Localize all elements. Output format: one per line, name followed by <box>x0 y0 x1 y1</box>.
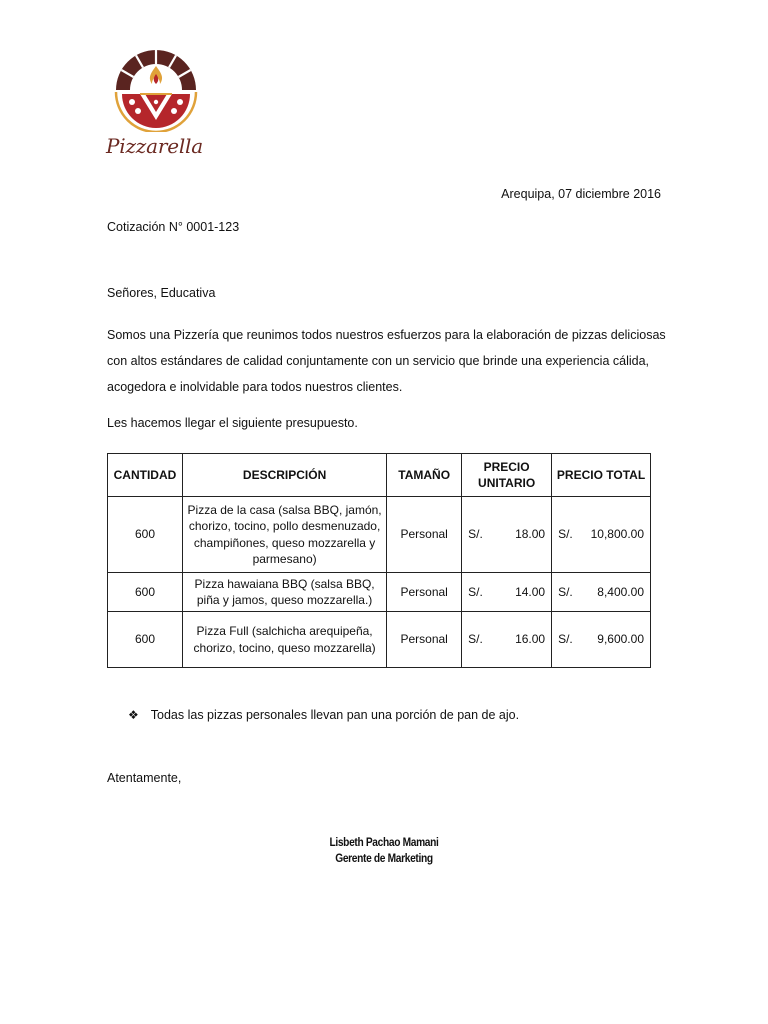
unit-price-value: 18.00 <box>515 527 546 542</box>
cell-total-price <box>552 612 651 668</box>
header-description: DESCRIPCIÓN <box>182 454 386 497</box>
note-item <box>128 708 519 722</box>
header-size: TAMAÑO <box>387 454 462 497</box>
cell-quantity: 600 <box>108 573 183 612</box>
cell-unit-price <box>462 573 552 612</box>
header-quantity: CANTIDAD <box>108 454 183 497</box>
cell-description: Pizza hawaiana BBQ (salsa BBQ, piña y jamos, queso mozzarella.) <box>182 573 386 612</box>
currency-label: S/. <box>558 527 573 542</box>
note-text: Todas las pizzas personales llevan pan una porción de pan de ajo. <box>150 708 520 722</box>
cell-total-price <box>552 497 651 573</box>
quote-table <box>107 453 651 668</box>
currency-label: S/. <box>468 584 483 599</box>
intro-text: Les hacemos llegar el siguiente presupuesto. <box>107 416 358 430</box>
diamond-bullet-icon: ❖ <box>128 708 139 722</box>
header-unit-price: PRECIO UNITARIO <box>462 454 552 497</box>
body-paragraph: Somos una Pizzería que reunimos todos nuestros esfuerzos para la elaboración de pizzas deliciosas con altos estándares de calidad conjuntamente con un servicio que brinde una experiencia cálida, acogedora e inolvidable para todos nuestros clientes. <box>107 328 666 394</box>
cell-size: Personal <box>387 497 462 573</box>
cell-quantity: 600 <box>108 612 183 668</box>
cell-size: Personal <box>387 573 462 612</box>
cell-description: Pizza Full (salchicha arequipeña, chorizo, tocino, queso mozzarella) <box>182 612 386 668</box>
cell-unit-price <box>462 612 552 668</box>
table-row <box>108 497 651 573</box>
greeting: Señores, Educativa <box>107 286 216 300</box>
brand-logo <box>106 44 206 158</box>
total-price-value: 9,600.00 <box>597 632 644 647</box>
cell-description: Pizza de la casa (salsa BBQ, jamón, chorizo, tocino, pollo desmenuzado, champiñones, queso mozzarella y parmesano) <box>182 497 386 573</box>
table-row <box>108 612 651 668</box>
signer-name: Lisbeth Pachao Mamani <box>329 835 439 849</box>
cell-size: Personal <box>387 612 462 668</box>
unit-price-value: 14.00 <box>515 584 546 599</box>
total-price-value: 8,400.00 <box>597 584 644 599</box>
currency-label: S/. <box>558 632 573 647</box>
quote-number: Cotización N° 0001-123 <box>107 220 240 234</box>
currency-label: S/. <box>468 632 483 647</box>
brand-name: Pizzarella <box>106 134 203 158</box>
cell-unit-price <box>462 497 552 573</box>
currency-label: S/. <box>558 584 573 599</box>
cell-total-price <box>552 573 651 612</box>
letter-date: Arequipa, 07 diciembre 2016 <box>501 187 661 201</box>
total-price-value: 10,800.00 <box>590 527 644 542</box>
unit-price-value: 16.00 <box>515 632 546 647</box>
header-total-price: PRECIO TOTAL <box>552 454 651 497</box>
currency-label: S/. <box>468 527 483 542</box>
table-row <box>108 573 651 612</box>
table-header-row <box>108 454 651 497</box>
signer-title: Gerente de Marketing <box>335 851 433 865</box>
pizza-oven-logo-icon <box>112 44 200 132</box>
signature-block <box>58 834 711 866</box>
cell-quantity: 600 <box>108 497 183 573</box>
closing: Atentamente, <box>107 771 182 785</box>
